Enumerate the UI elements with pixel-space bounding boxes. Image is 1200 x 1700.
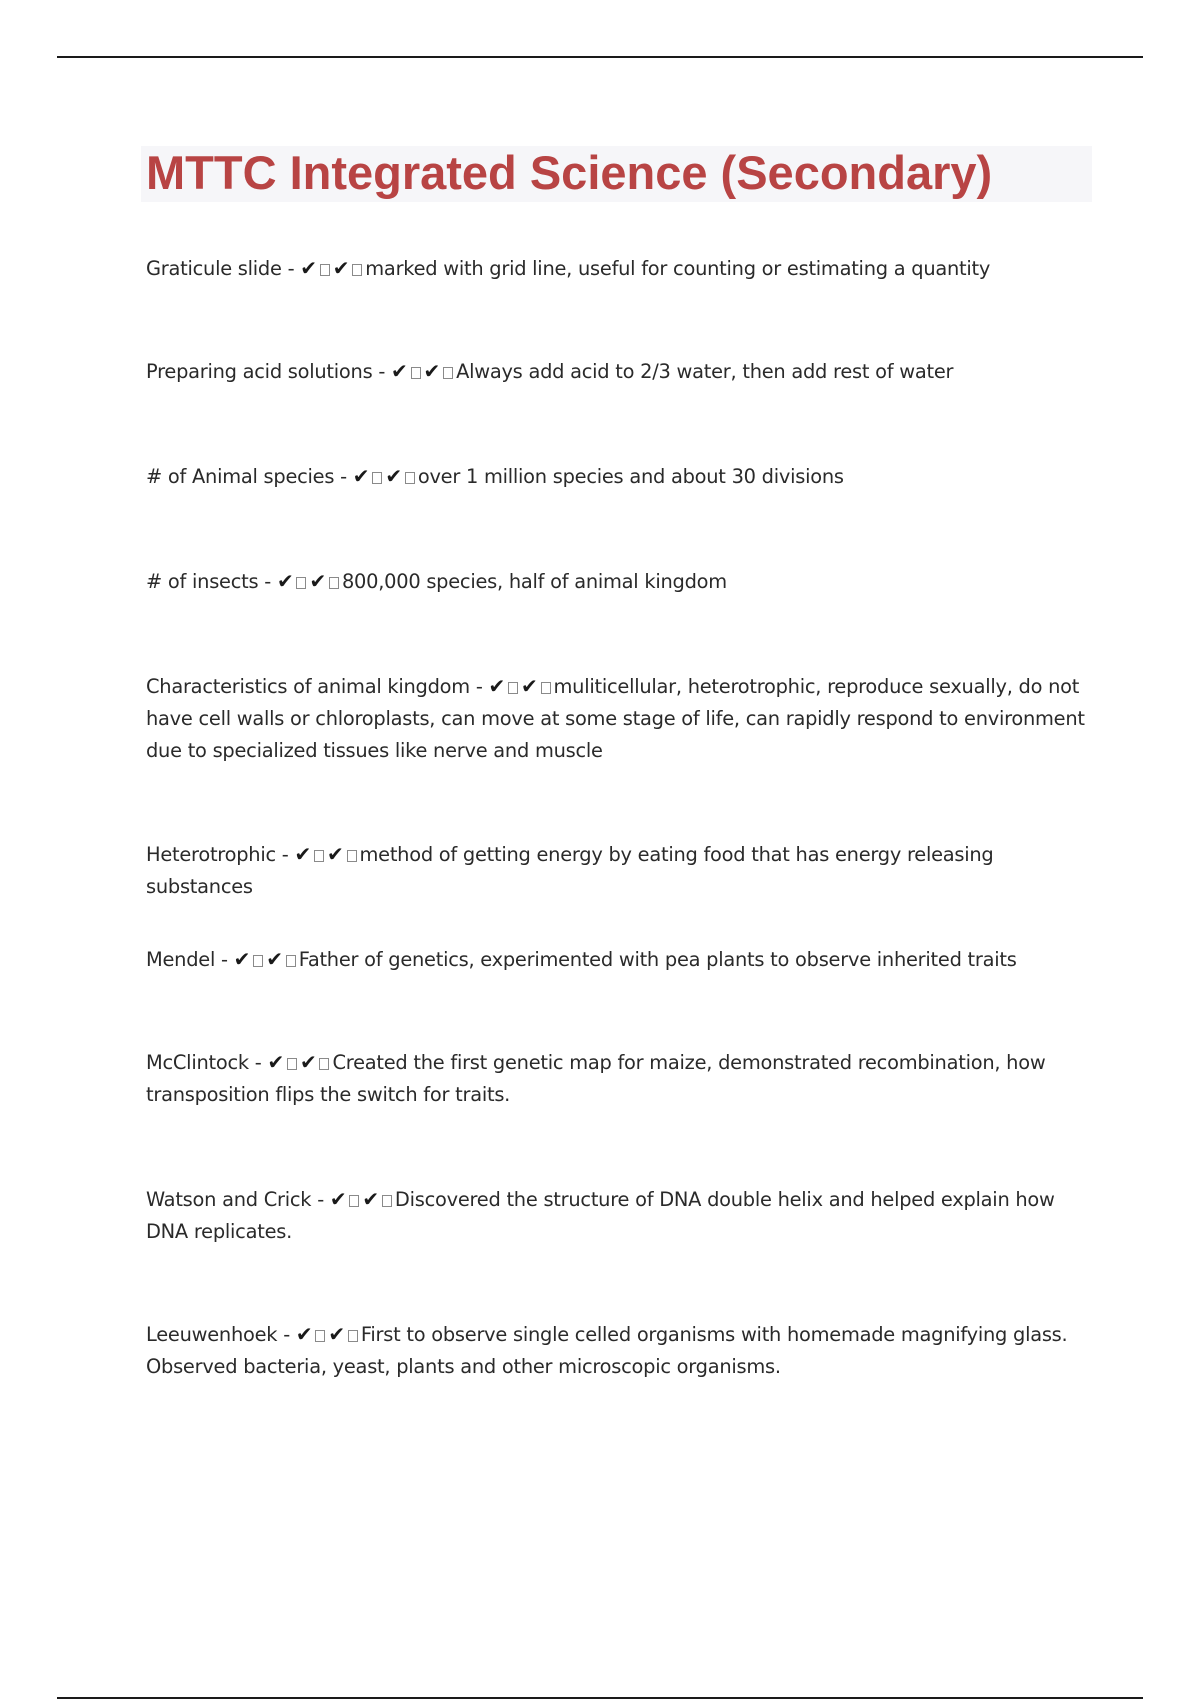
flashcard-entry <box>146 565 1086 598</box>
entry-definition: Father of genetics, experimented with pea plants to observe inherited traits <box>298 948 1017 971</box>
entry-definition: over 1 million species and about 30 divisions <box>417 465 844 488</box>
checkmark-icon: ✔ <box>328 1322 345 1346</box>
entry-term: Heterotrophic <box>146 843 276 866</box>
flashcard-entry <box>146 355 1086 388</box>
entry-term: Watson and Crick <box>146 1188 312 1211</box>
checkmark-icon: ✔ <box>300 256 317 280</box>
entry-separator: - <box>378 360 386 383</box>
entry-term: Mendel <box>146 948 216 971</box>
missing-glyph-box-icon <box>296 577 306 589</box>
flashcard-entry <box>146 838 1086 903</box>
checkmark-icon: ✔ <box>299 1050 317 1074</box>
checkmark-icon: ✔ <box>276 569 294 593</box>
bottom-page-rule <box>57 1697 1143 1699</box>
entry-definition: muliticellular, heterotrophic, reproduce sexually, do not have cell walls or chloroplasts, can move at some stage of life, can rapidly respond to environment due to specialized tissues like nerve and muscle <box>146 675 1085 762</box>
entry-term: # of insects <box>146 570 259 593</box>
entry-definition: marked with grid line, useful for counting or estimating a quantity <box>365 257 991 280</box>
missing-glyph-box-icon <box>541 682 551 694</box>
missing-glyph-box-icon <box>315 1330 325 1342</box>
entry-term: # of Animal species <box>146 465 335 488</box>
entry-definition: method of getting energy by eating food that has energy releasing substances <box>146 843 994 898</box>
missing-glyph-box-icon <box>253 955 263 967</box>
checkmark-icon: ✔ <box>295 1322 313 1346</box>
flashcard-entry <box>146 1318 1086 1383</box>
entry-definition: Discovered the structure of DNA double helix and helped explain how DNA replicates. <box>146 1188 1055 1243</box>
entry-separator: - <box>317 1188 324 1211</box>
entry-separator: - <box>254 1051 262 1074</box>
missing-glyph-box-icon <box>508 682 518 694</box>
entry-term: Graticule slide <box>146 257 282 280</box>
top-page-rule <box>57 56 1143 58</box>
missing-glyph-box-icon <box>411 367 421 379</box>
page-title: MTTC Integrated Science (Secondary) <box>146 146 993 199</box>
checkmark-icon: ✔ <box>267 1050 284 1074</box>
missing-glyph-box-icon <box>382 1195 392 1207</box>
checkmark-icon: ✔ <box>385 464 402 488</box>
entry-term: Characteristics of animal kingdom <box>146 675 470 698</box>
entry-term: McClintock <box>146 1051 249 1074</box>
checkmark-icon: ✔ <box>266 947 283 971</box>
missing-glyph-box-icon <box>405 472 415 484</box>
flashcard-entry <box>146 1183 1086 1248</box>
entry-separator: - <box>340 465 347 488</box>
checkmark-icon: ✔ <box>362 1187 379 1211</box>
missing-glyph-box-icon <box>372 472 382 484</box>
entry-definition: First to observe single celled organisms with homemade magnifying glass. Observed bacteria, yeast, plants and other microscopic organisms. <box>146 1323 1068 1378</box>
missing-glyph-box-icon <box>286 955 296 967</box>
missing-glyph-box-icon <box>287 1058 297 1070</box>
entry-definition: 800,000 species, half of animal kingdom <box>341 570 727 593</box>
missing-glyph-box-icon <box>314 850 324 862</box>
flashcard-entry <box>146 1046 1086 1111</box>
checkmark-icon: ✔ <box>352 464 370 488</box>
entry-separator: - <box>221 948 228 971</box>
checkmark-icon: ✔ <box>326 842 344 866</box>
entry-separator: - <box>264 570 272 593</box>
entry-separator: - <box>281 843 289 866</box>
checkmark-icon: ✔ <box>332 256 350 280</box>
missing-glyph-box-icon <box>349 1195 359 1207</box>
entry-term: Leeuwenhoek <box>146 1323 278 1346</box>
checkmark-icon: ✔ <box>309 569 326 593</box>
missing-glyph-box-icon <box>320 264 330 276</box>
checkmark-icon: ✔ <box>488 674 506 698</box>
flashcard-entry <box>146 252 1086 285</box>
entry-separator: - <box>475 675 483 698</box>
checkmark-icon: ✔ <box>233 947 251 971</box>
missing-glyph-box-icon <box>352 264 362 276</box>
entry-separator: - <box>287 257 295 280</box>
checkmark-icon: ✔ <box>294 842 311 866</box>
checkmark-icon: ✔ <box>391 359 408 383</box>
missing-glyph-box-icon <box>443 367 453 379</box>
entry-definition: Created the first genetic map for maize, demonstrated recombination, how transposition flips the switch for traits. <box>146 1051 1046 1106</box>
checkmark-icon: ✔ <box>329 1187 347 1211</box>
flashcard-entry <box>146 460 1086 493</box>
checkmark-icon: ✔ <box>521 674 538 698</box>
missing-glyph-box-icon <box>329 577 339 589</box>
entry-definition: Always add acid to 2/3 water, then add rest of water <box>456 360 954 383</box>
missing-glyph-box-icon <box>347 850 357 862</box>
flashcard-entry <box>146 943 1086 976</box>
entry-separator: - <box>283 1323 290 1346</box>
entry-term: Preparing acid solutions <box>146 360 373 383</box>
flashcard-entry <box>146 670 1086 767</box>
checkmark-icon: ✔ <box>423 359 441 383</box>
missing-glyph-box-icon <box>348 1330 358 1342</box>
missing-glyph-box-icon <box>319 1058 329 1070</box>
